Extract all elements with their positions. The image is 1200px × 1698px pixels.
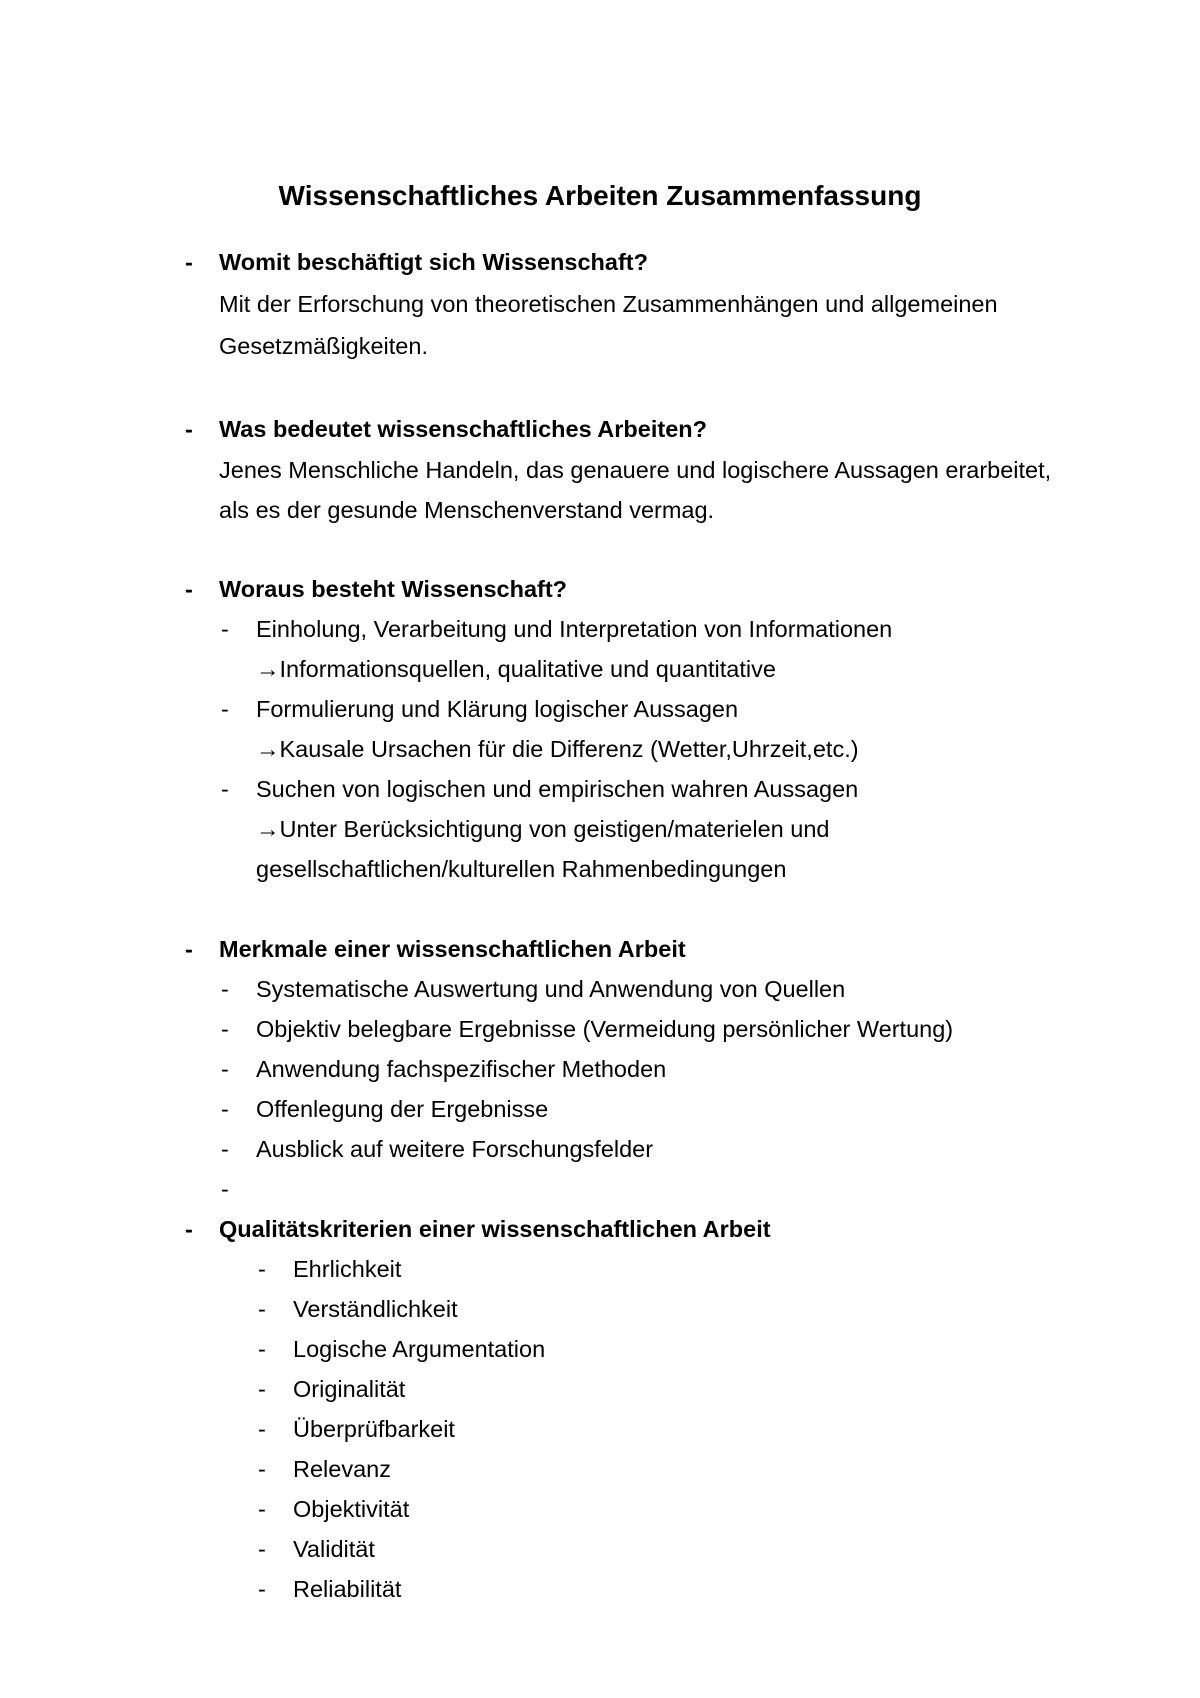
list-item: Logische Argumentation — [293, 1336, 546, 1362]
sub-bullet-dash: - — [221, 976, 229, 1002]
sub-bullet-dash: - — [258, 1536, 266, 1562]
section-heading: Qualitätskriterien einer wissenschaftlichen Arbeit — [219, 1216, 771, 1242]
list-item: Verständlichkeit — [293, 1296, 458, 1322]
section-heading: Merkmale einer wissenschaftlichen Arbeit — [219, 936, 686, 962]
sub-bullet-dash: - — [221, 1176, 229, 1202]
sub-bullet-dash: - — [221, 776, 229, 802]
list-item: Ehrlichkeit — [293, 1256, 402, 1282]
page-title: Wissenschaftliches Arbeiten Zusammenfassung — [278, 180, 922, 211]
list-item: Reliabilität — [293, 1576, 402, 1602]
list-item: Einholung, Verarbeitung und Interpretation von Informationen — [256, 616, 893, 642]
answer-line: Jenes Menschliche Handeln, das genauere und logischere Aussagen erarbeitet, — [219, 457, 1052, 483]
answer-line: Mit der Erforschung von theoretischen Zusammenhängen und allgemeinen — [219, 291, 998, 317]
list-item-detail: →Informationsquellen, qualitative und quantitative — [256, 656, 776, 682]
bullet-dash: - — [185, 576, 193, 602]
answer-line: als es der gesunde Menschenverstand vermag. — [219, 497, 715, 523]
sub-bullet-dash: - — [258, 1256, 266, 1282]
list-item: Überprüfbarkeit — [293, 1416, 455, 1442]
sub-bullet-dash: - — [221, 1096, 229, 1122]
list-item-detail: →Kausale Ursachen für die Differenz (Wetter,Uhrzeit,etc.) — [256, 736, 859, 762]
sub-bullet-dash: - — [258, 1376, 266, 1402]
list-item: Objektivität — [293, 1496, 410, 1522]
sub-bullet-dash: - — [258, 1416, 266, 1442]
answer-line: Gesetzmäßigkeiten. — [219, 333, 428, 359]
sub-bullet-dash: - — [258, 1456, 266, 1482]
sub-bullet-dash: - — [221, 616, 229, 642]
list-item: Validität — [293, 1536, 375, 1562]
list-item: Offenlegung der Ergebnisse — [256, 1096, 549, 1122]
sub-bullet-dash: - — [258, 1496, 266, 1522]
sub-bullet-dash: - — [221, 696, 229, 722]
bullet-dash: - — [185, 936, 193, 962]
list-item: Objektiv belegbare Ergebnisse (Vermeidung persönlicher Wertung) — [256, 1016, 954, 1042]
list-item: Systematische Auswertung und Anwendung von Quellen — [256, 976, 846, 1002]
sub-bullet-dash: - — [221, 1056, 229, 1082]
sub-bullet-dash: - — [258, 1336, 266, 1362]
section-heading: Womit beschäftigt sich Wissenschaft? — [219, 249, 648, 275]
list-item-detail: gesellschaftlichen/kulturellen Rahmenbedingungen — [256, 856, 787, 882]
sub-bullet-dash: - — [221, 1136, 229, 1162]
list-item: Relevanz — [293, 1456, 391, 1482]
sub-bullet-dash: - — [221, 1016, 229, 1042]
list-item-detail: →Unter Berücksichtigung von geistigen/materielen und — [256, 816, 830, 842]
list-item: Originalität — [293, 1376, 406, 1402]
list-item: Ausblick auf weitere Forschungsfelder — [256, 1136, 654, 1162]
sub-bullet-dash: - — [258, 1576, 266, 1602]
sub-bullet-dash: - — [258, 1296, 266, 1322]
list-item: Formulierung und Klärung logischer Aussagen — [256, 696, 739, 722]
section-heading: Was bedeutet wissenschaftliches Arbeiten? — [219, 416, 707, 442]
bullet-dash: - — [185, 249, 193, 275]
bullet-dash: - — [185, 416, 193, 442]
list-item: Suchen von logischen und empirischen wahren Aussagen — [256, 776, 859, 802]
bullet-dash: - — [185, 1216, 193, 1242]
section-heading: Woraus besteht Wissenschaft? — [219, 576, 568, 602]
list-item: Anwendung fachspezifischer Methoden — [256, 1056, 667, 1082]
